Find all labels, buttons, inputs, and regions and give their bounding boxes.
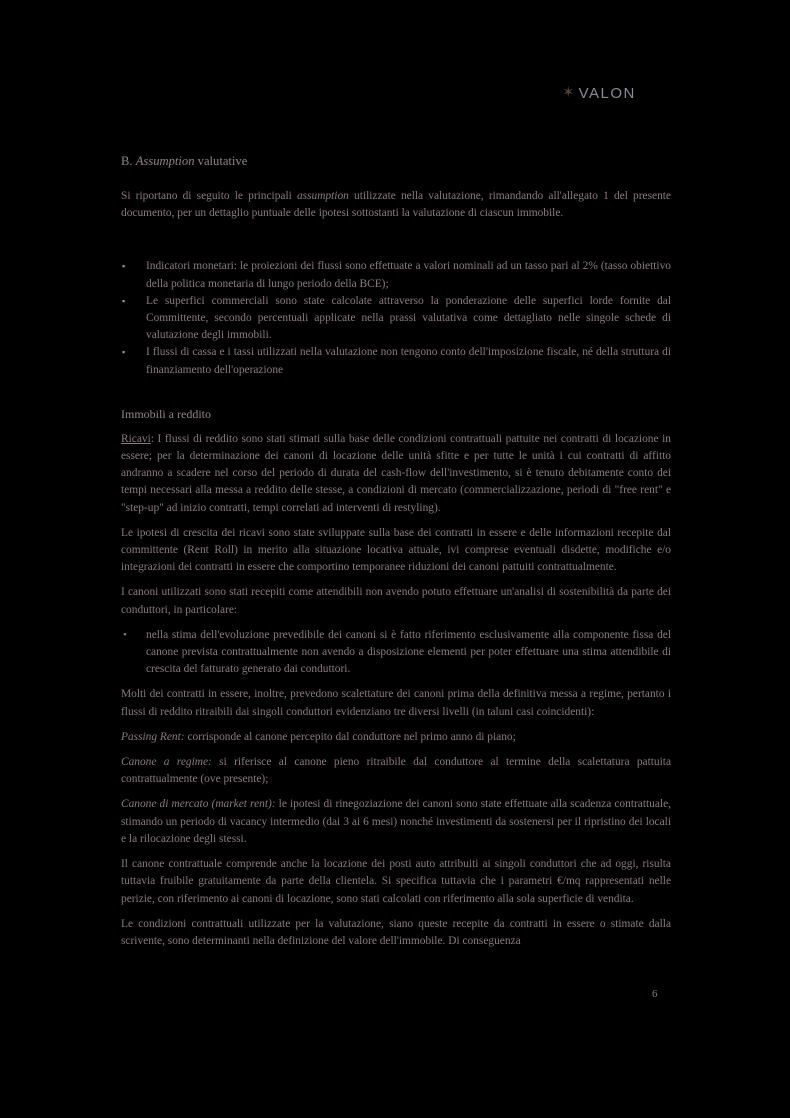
logo-wordmark: VALON	[578, 84, 636, 102]
income-properties-heading: Immobili a reddito	[121, 406, 211, 421]
canone-regime-paragraph	[121, 754, 671, 788]
growth-paragraph: Le ipotesi di crescita dei ricavi sono state sviluppate sulla base dei contratti in essere e delle informazioni recepite dal committente (Rent Roll) in merito alla situazione locativa attuale, ivi comprese eventuali disdette, modifiche e/o integrazioni dei contratti in essere che comportino temporanee riduzioni dei canoni pattuiti contrattualmente.	[121, 526, 671, 574]
assumption-text: Le superfici commerciali sono state calcolate attraverso la ponderazione delle superfici lorde fornite dal Committente, secondo percentuali applicate nella prassi valutativa come dettagliato nelle singole schede di valutazione degli immobili.	[146, 294, 671, 342]
document-body	[121, 154, 671, 958]
avalon-logo	[562, 82, 662, 104]
round-bullet-icon: •	[123, 628, 127, 641]
intro-italic: assumption	[296, 190, 349, 202]
section-b-prefix: B.	[121, 154, 133, 168]
passing-rent-text: corrisponde al canone percepito dal conduttore nel primo anno di piano;	[184, 730, 516, 743]
market-rent-label: Canone di mercato (market rent):	[121, 798, 276, 811]
intro-text-2: utilizzate nella valutazione, rimandando all'allegato 1 del presente documento, per un dettaglio puntuale delle ipotesi sottostanti la valutazione di ciascun immobile.	[121, 190, 671, 220]
ricavi-label: Ricavi	[121, 432, 151, 445]
molti-paragraph: Molti dei contratti in essere, inoltre, prevedono scalettature dei canoni prima della definitiva messa a regime, pertanto i flussi di reddito ritraibili dai singoli conduttori evidenziano tre diversi livelli (in taluni casi coincidenti):	[121, 688, 671, 718]
canoni-item-text: nella stima dell'evoluzione prevedibile dei canoni si è fatto riferimento esclusivamente alla componente fissa del canone prevista contrattualmente non avendo a disposizione elementi per poter effettuare una stima attendibile di crescita del fatturato generato dai conduttori.	[146, 628, 671, 676]
canoni-item	[121, 627, 671, 679]
page-number: 6	[652, 988, 658, 1000]
canoni-list	[121, 627, 671, 679]
square-bullet-icon: ▪	[122, 261, 126, 272]
conditions-paragraph: Le condizioni contrattuali utilizzate per la valutazione, siano queste recepite da contratti in essere o stimate dalla scrivente, sono determinanti nella definizione del valore dell'immobile. Di conseguenza	[121, 917, 671, 947]
section-b-heading	[121, 154, 671, 169]
square-bullet-icon: ▪	[122, 295, 126, 306]
market-rent-text: le ipotesi di rinegoziazione dei canoni sono state effettuate alla scadenza contrattuale, stimando un periodo di vacancy intermedio (dai 3 ai 6 mesi) nonché investimenti da sostenersi per il ripristino dei locali e la rilocazione degli stessi.	[121, 798, 671, 845]
section-b-title-italic: Assumption	[135, 154, 195, 168]
assumption-text: I flussi di cassa e i tassi utilizzati nella valutazione non tengono conto dell'imposizione fiscale, né della struttura di finanziamento dell'operazione	[146, 346, 671, 376]
passing-rent-paragraph	[121, 729, 671, 746]
assumption-list	[121, 258, 671, 378]
ricavi-paragraph	[121, 431, 671, 517]
assumption-item	[121, 344, 671, 378]
square-bullet-icon: ▪	[122, 347, 126, 358]
contract-paragraph: Il canone contrattuale comprende anche la locazione dei posti auto attribuiti ai singoli conduttori che ad oggi, risulta tuttavia fruibile gratuitamente da parte della clientela. Si specifica tuttavia che i parametri €/mq rappresentati nelle perizie, con riferimento ai canoni di locazione, sono stati calcolati con riferimento alla sola superficie di vendita.	[121, 858, 671, 905]
passing-rent-label: Passing Rent:	[121, 730, 185, 743]
section-b-title-rest: valutative	[197, 154, 248, 168]
canoni-paragraph: I canoni utilizzati sono stati recepiti come attendibili non avendo potuto effettuare un'analisi di sostenibilità da parte dei conduttori, in particolare:	[121, 586, 671, 616]
ricavi-text: : I flussi di reddito sono stati stimati sulla base delle condizioni contrattuali pattuite nei contratti di locazione in essere; per la determinazione dei canoni di locazione delle unità sfitte e per tutte le unità i cui contratti di affitto andranno a scadere nel corso del periodo di durata del cash-flow dell'investimento, si è tenuto debitamente conto dei tempi necessari alla messa a reddito delle stesse, a condizioni di mercato (commercializzazione, periodi di "free rent" e "step-up" ad inizio contratti, tempi correlati ad interventi di restyling).	[121, 432, 671, 514]
section-b-intro	[121, 188, 671, 222]
intro-text-1: Si riportano di seguito le principali	[121, 190, 297, 202]
assumption-item	[121, 258, 671, 292]
star-logo-icon: ✶	[562, 84, 575, 101]
canone-regime-text: si riferisce al canone pieno ritraibile dal conduttore al termine della scalettatura pattuita contrattualmente (ove presente);	[121, 756, 672, 786]
market-rent-paragraph	[121, 796, 671, 848]
canone-regime-label: Canone a regime:	[121, 756, 212, 769]
assumption-item	[121, 293, 671, 345]
assumption-text: Indicatori monetari: le proiezioni dei flussi sono effettuate a valori nominali ad un tasso pari al 2% (tasso obiettivo della politica monetaria di lungo periodo della BCE);	[146, 260, 671, 290]
